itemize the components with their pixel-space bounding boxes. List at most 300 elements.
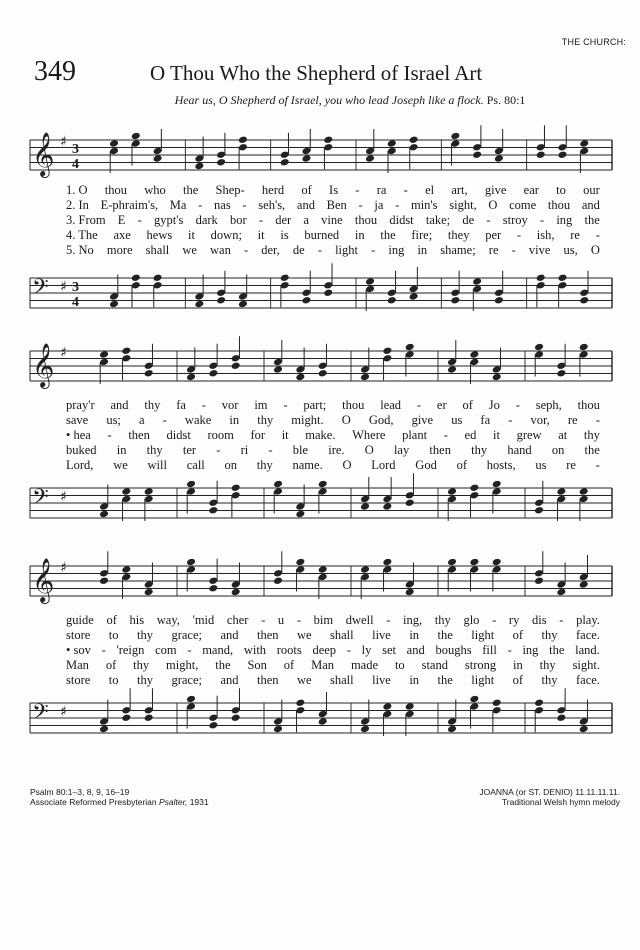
- lyric-syllable: we: [296, 673, 312, 687]
- lyric-syllable: -: [198, 198, 203, 212]
- lyric-syllable: thou: [577, 398, 600, 412]
- tune-name: JOANNA (or ST. DENIO) 11.11.11.11.: [479, 787, 620, 797]
- lyric-syllable: 2. In: [66, 198, 89, 212]
- lyric-syllable: O: [342, 458, 352, 472]
- lyric-syllable: dis: [531, 613, 547, 627]
- lyric-syllable: at: [558, 428, 568, 442]
- lyric-syllable: -: [539, 213, 545, 227]
- lyric-syllable: thou: [547, 198, 571, 212]
- lyric-syllable: -: [508, 413, 513, 427]
- lyric-syllable: with: [243, 643, 267, 657]
- lyric-syllable: to: [556, 183, 566, 197]
- note-head: [144, 713, 154, 722]
- lyric-syllable: Ben: [326, 198, 347, 212]
- lyric-syllable: might,: [166, 658, 199, 672]
- lyric-syllable: light: [471, 628, 495, 642]
- lyric-syllable: it: [492, 428, 500, 442]
- note-head: [360, 725, 370, 734]
- lyric-syllable: in: [229, 413, 240, 427]
- lyric-syllable: thy: [583, 428, 600, 442]
- time-signature-top: 3: [72, 280, 79, 295]
- lyric-syllable: ed: [464, 428, 477, 442]
- lyric-syllable: -: [371, 243, 376, 257]
- lyric-syllable: O: [590, 243, 600, 257]
- lyric-syllable: the: [437, 628, 453, 642]
- lyric-syllable: seh's,: [258, 198, 286, 212]
- lyric-syllable: Son: [247, 658, 267, 672]
- lyric-syllable: com: [155, 643, 177, 657]
- treble-clef-icon: 𝄞: [32, 132, 55, 176]
- lyric-syllable: re: [570, 228, 580, 242]
- note-head: [382, 558, 392, 567]
- lyric-syllable: wake: [184, 413, 212, 427]
- lyric-syllable: -: [595, 413, 600, 427]
- lyric-syllable: for: [250, 428, 266, 442]
- treble-clef-icon: 𝄞: [32, 558, 55, 602]
- lyric-syllable: thy: [256, 458, 273, 472]
- lyric-syllable: de: [462, 213, 475, 227]
- lyric-syllable: God,: [368, 413, 394, 427]
- lyric-syllable: thy: [136, 673, 153, 687]
- lyric-syllable: -: [395, 198, 400, 212]
- note-head: [447, 725, 457, 734]
- lyric-syllable: -: [507, 643, 512, 657]
- lyric-syllable: nas: [214, 198, 231, 212]
- source-scripture: Psalm 80:1–3, 8, 9, 16–19: [30, 787, 130, 797]
- time-signature-bottom: 4: [72, 157, 79, 172]
- lyric-syllable: ry: [508, 613, 520, 627]
- lyric-syllable: give: [411, 413, 434, 427]
- lyric-syllable: ly: [361, 643, 372, 657]
- sharp-icon: ♯: [60, 560, 67, 576]
- lyric-syllable: -: [201, 398, 206, 412]
- note-head: [579, 725, 589, 734]
- lyric-syllable: 'mid: [192, 613, 215, 627]
- lyric-syllable: play.: [576, 613, 600, 627]
- lyric-syllable: Lord,: [66, 458, 94, 472]
- lyric-syllable: a: [303, 213, 309, 227]
- lyric-syllable: thou: [342, 398, 365, 412]
- note-head: [121, 713, 131, 722]
- lyric-syllable: dwell: [345, 613, 374, 627]
- lyric-syllable: store: [66, 673, 91, 687]
- lyric-syllable: fa: [480, 413, 491, 427]
- lyric-syllable: Lord: [371, 458, 396, 472]
- note-head: [186, 558, 196, 567]
- lyric-syllable: of: [283, 658, 295, 672]
- lyric-syllable: thy: [541, 673, 558, 687]
- lyric-syllable: set: [382, 643, 396, 657]
- lyric-syllable: and: [220, 628, 239, 642]
- lyric-syllable: of: [105, 658, 117, 672]
- lyric-syllable: 1. O: [66, 183, 88, 197]
- lyric-syllable: in: [417, 243, 428, 257]
- lyric-syllable: they: [447, 228, 470, 242]
- lyric-syllable: thy: [257, 413, 274, 427]
- text-source: [30, 787, 209, 807]
- lyric-syllable: ing: [556, 213, 573, 227]
- lyric-line: [66, 628, 600, 643]
- lyric-syllable: the: [549, 643, 565, 657]
- lyric-syllable: seph,: [535, 398, 562, 412]
- lyric-syllable: -: [261, 613, 266, 627]
- lyric-syllable: fa: [176, 398, 186, 412]
- lyrics-system-3: [66, 613, 600, 688]
- lyric-syllable: -: [101, 643, 106, 657]
- lyric-syllable: u: [277, 613, 285, 627]
- lyric-syllable: thy: [471, 443, 488, 457]
- lyric-syllable: -: [243, 243, 249, 257]
- lyric-line: [66, 613, 600, 628]
- lyric-syllable: grace;: [171, 673, 202, 687]
- note-head: [295, 698, 305, 707]
- note-head: [492, 558, 502, 567]
- note-head: [360, 565, 370, 574]
- lyric-syllable: who: [144, 183, 166, 197]
- lyric-syllable: live: [372, 628, 391, 642]
- lyric-syllable: thy: [144, 398, 161, 412]
- lyric-syllable: boughs: [435, 643, 472, 657]
- lyric-syllable: cher: [226, 613, 249, 627]
- note-head: [231, 588, 241, 597]
- lyric-syllable: ish,: [536, 228, 555, 242]
- lyric-syllable: fire;: [411, 228, 433, 242]
- lyric-syllable: shame;: [440, 243, 476, 257]
- lyric-syllable: roots: [276, 643, 302, 657]
- lyric-syllable: -: [358, 198, 363, 212]
- lyric-syllable: per: [485, 228, 502, 242]
- lyric-syllable: strong: [464, 658, 497, 672]
- lyric-line: [66, 658, 600, 673]
- bass-clef-icon: 𝄢: [32, 275, 49, 305]
- lyric-syllable: thy: [146, 443, 163, 457]
- lyric-syllable: bim: [313, 613, 334, 627]
- lyric-syllable: ja: [374, 198, 384, 212]
- note-head: [121, 565, 131, 574]
- sharp-icon: ♯: [60, 489, 67, 505]
- lyric-syllable: live: [372, 673, 391, 687]
- sharp-icon: ♯: [60, 704, 67, 720]
- lyric-syllable: will: [147, 458, 167, 472]
- note-head: [186, 695, 196, 704]
- lyric-syllable: then: [429, 443, 451, 457]
- bass-clef-icon: 𝄢: [32, 485, 49, 515]
- lyric-syllable: O: [364, 443, 374, 457]
- lyric-syllable: vor,: [530, 413, 550, 427]
- lyric-syllable: didst: [389, 213, 414, 227]
- lyric-syllable: -: [268, 443, 273, 457]
- sharp-icon: ♯: [60, 279, 67, 295]
- lyric-syllable: in: [354, 228, 365, 242]
- lyric-syllable: ri: [240, 443, 249, 457]
- lyric-syllable: on: [224, 458, 238, 472]
- lyric-syllable: thou: [104, 183, 127, 197]
- sharp-icon: ♯: [60, 134, 67, 150]
- lyric-syllable: us: [451, 413, 463, 427]
- lyric-syllable: the: [215, 658, 231, 672]
- lyric-syllable: us;: [106, 413, 121, 427]
- lyric-syllable: axe: [113, 228, 131, 242]
- lyric-syllable: our: [583, 183, 600, 197]
- lyric-syllable: way,: [156, 613, 180, 627]
- lyric-syllable: min's: [410, 198, 438, 212]
- lyric-syllable: gypt's: [154, 213, 184, 227]
- lyric-syllable: burned: [304, 228, 340, 242]
- lyric-syllable: Man: [311, 658, 335, 672]
- tune-source: [479, 787, 620, 807]
- lyric-syllable: de: [292, 243, 305, 257]
- lyric-syllable: -: [296, 613, 301, 627]
- lyric-syllable: room: [207, 428, 234, 442]
- time-signature-top: 3: [72, 142, 79, 157]
- lyric-syllable: thy: [133, 658, 150, 672]
- lyric-syllable: -: [162, 413, 167, 427]
- note-head: [144, 588, 154, 597]
- lyric-syllable: der: [275, 213, 292, 227]
- hymn-title: O Thou Who the Shepherd of Israel Art: [150, 61, 483, 85]
- bass-clef-icon: 𝄢: [32, 700, 49, 730]
- lyric-syllable: the: [437, 673, 453, 687]
- lyric-syllable: we: [296, 628, 312, 642]
- lyric-syllable: Shep-: [215, 183, 245, 197]
- note-head: [273, 725, 283, 734]
- lyric-syllable: bor: [229, 213, 247, 227]
- lyric-syllable: -: [355, 183, 360, 197]
- lyric-syllable: -: [416, 398, 422, 412]
- lyric-syllable: save: [66, 413, 89, 427]
- lyric-syllable: ing: [388, 243, 405, 257]
- lyric-line: [66, 643, 600, 658]
- lyric-syllable: make.: [305, 428, 336, 442]
- lyric-syllable: light: [335, 243, 358, 257]
- lyric-syllable: part;: [303, 398, 327, 412]
- lyric-syllable: then: [256, 673, 279, 687]
- lyric-syllable: land.: [575, 643, 600, 657]
- lyric-syllable: -: [403, 183, 408, 197]
- lyric-syllable: E: [117, 213, 126, 227]
- lyric-syllable: mand,: [202, 643, 234, 657]
- time-signature-bottom: 4: [72, 295, 79, 310]
- lyric-syllable: and: [110, 398, 129, 412]
- lyric-syllable: ire.: [328, 443, 345, 457]
- lyric-syllable: hand: [507, 443, 532, 457]
- lyric-syllable: give: [484, 183, 507, 197]
- epigraph-reference: Ps. 80:1: [486, 93, 526, 107]
- lyric-syllable: stand: [421, 658, 448, 672]
- epigraph-text: Hear us, O Shepherd of Israel, you who lead Joseph like a flock.: [174, 93, 484, 107]
- lyric-syllable: in: [409, 628, 420, 642]
- lyric-syllable: we: [182, 243, 197, 257]
- note-head: [208, 584, 218, 593]
- lyric-syllable: guide: [66, 613, 94, 627]
- lyric-syllable: 5. No: [66, 243, 94, 257]
- lyric-syllable: to: [394, 658, 405, 672]
- treble-clef-icon: 𝄞: [32, 343, 55, 387]
- lyric-syllable: E-phraim's,: [100, 198, 159, 212]
- lyric-line: [66, 673, 600, 688]
- lyric-syllable: thou: [354, 213, 378, 227]
- lyric-syllable: ter: [182, 443, 197, 457]
- lyric-syllable: pray'r: [66, 398, 95, 412]
- note-head: [579, 580, 589, 589]
- lyric-syllable: -: [486, 213, 491, 227]
- lyric-syllable: the: [584, 213, 600, 227]
- lyric-syllable: thy: [434, 613, 451, 627]
- lyric-syllable: to: [108, 628, 119, 642]
- lyric-syllable: • hea: [66, 428, 91, 442]
- lyric-syllable: made: [350, 658, 379, 672]
- note-head: [556, 588, 566, 597]
- lyric-syllable: im: [254, 398, 268, 412]
- note-head: [295, 558, 305, 567]
- lyric-syllable: -: [595, 458, 600, 472]
- lyric-syllable: grew: [516, 428, 542, 442]
- note-head: [469, 695, 479, 704]
- lyric-syllable: of: [301, 183, 312, 197]
- lyric-syllable: -: [216, 443, 221, 457]
- lyric-syllable: of: [456, 458, 467, 472]
- lyric-syllable: Where: [352, 428, 386, 442]
- lyric-syllable: name.: [292, 458, 323, 472]
- note-head: [231, 713, 241, 722]
- lyric-syllable: take;: [425, 213, 451, 227]
- lyric-syllable: -: [511, 243, 516, 257]
- lyric-syllable: lead: [380, 398, 402, 412]
- note-head: [556, 713, 566, 722]
- lyric-syllable: of: [512, 673, 524, 687]
- lyric-syllable: grace;: [171, 628, 202, 642]
- lyric-syllable: of: [106, 613, 117, 627]
- lyric-syllable: thy: [136, 628, 153, 642]
- lyric-syllable: vor: [221, 398, 239, 412]
- lyric-syllable: deep: [312, 643, 337, 657]
- lyric-syllable: down;: [210, 228, 242, 242]
- lyric-syllable: come: [509, 198, 537, 212]
- lyric-syllable: shall: [330, 673, 354, 687]
- lyric-syllable: dark: [195, 213, 218, 227]
- lyric-syllable: shall: [145, 243, 170, 257]
- lyric-syllable: -: [258, 213, 264, 227]
- lyric-syllable: -: [283, 398, 288, 412]
- lyric-syllable: thy: [539, 658, 556, 672]
- lyric-syllable: face.: [576, 628, 600, 642]
- note-head: [492, 698, 502, 707]
- note-head: [469, 558, 479, 567]
- lyric-syllable: vive: [528, 243, 551, 257]
- lyric-syllable: a: [139, 413, 145, 427]
- lyric-syllable: re: [566, 458, 576, 472]
- lyric-syllable: ing: [522, 643, 539, 657]
- lyric-syllable: 'reign: [116, 643, 145, 657]
- note-head: [382, 702, 392, 711]
- lyric-syllable: plant: [402, 428, 428, 442]
- lyric-syllable: art,: [451, 183, 468, 197]
- lyric-syllable: glo: [463, 613, 480, 627]
- lyric-syllable: shall: [330, 628, 354, 642]
- note-head: [447, 558, 457, 567]
- lyric-syllable: re: [567, 413, 578, 427]
- lyric-syllable: thy: [541, 628, 558, 642]
- lyric-syllable: -: [595, 228, 600, 242]
- note-head: [534, 698, 544, 707]
- lyric-syllable: -: [346, 643, 351, 657]
- note-head: [99, 576, 109, 585]
- lyric-syllable: -: [515, 398, 520, 412]
- section-label: THE CHURCH:: [561, 37, 626, 47]
- lyric-syllable: el: [425, 183, 435, 197]
- lyric-syllable: call: [186, 458, 205, 472]
- note-head: [208, 721, 218, 730]
- lyric-syllable: to: [108, 673, 119, 687]
- lyric-syllable: wan: [210, 243, 231, 257]
- lyric-syllable: -: [187, 643, 192, 657]
- note-head: [318, 565, 328, 574]
- lyric-syllable: it: [281, 428, 289, 442]
- lyric-syllable: might.: [291, 413, 324, 427]
- lyric-syllable: more: [106, 243, 133, 257]
- lyric-syllable: it: [187, 228, 195, 242]
- lyric-syllable: Man: [66, 658, 89, 672]
- lyric-syllable: -: [242, 198, 247, 212]
- note-head: [534, 576, 544, 585]
- lyric-syllable: in: [513, 658, 523, 672]
- lyric-syllable: re: [488, 243, 499, 257]
- hymn-number: 349: [34, 56, 76, 87]
- lyric-syllable: vine: [321, 213, 343, 227]
- lyric-syllable: his: [129, 613, 145, 627]
- lyric-syllable: of: [512, 628, 524, 642]
- lyric-syllable: der,: [261, 243, 280, 257]
- lyric-syllable: fill: [482, 643, 497, 657]
- lyric-syllable: Jo: [488, 398, 500, 412]
- lyric-syllable: is: [280, 228, 289, 242]
- lyric-syllable: ear: [523, 183, 539, 197]
- tune-origin: Traditional Welsh hymn melody: [501, 797, 620, 807]
- lyric-syllable: Is: [329, 183, 339, 197]
- lyric-syllable: 3. From: [66, 213, 106, 227]
- lyric-syllable: us,: [563, 243, 578, 257]
- lyric-syllable: it: [257, 228, 265, 242]
- lyric-syllable: -: [516, 228, 522, 242]
- lyric-syllable: 4. The: [66, 228, 98, 242]
- lyric-syllable: in: [409, 673, 420, 687]
- lyric-syllable: God: [415, 458, 437, 472]
- sharp-icon: ♯: [60, 345, 67, 361]
- lyric-syllable: stroy: [502, 213, 528, 227]
- lyric-syllable: sight,: [449, 198, 477, 212]
- lyric-syllable: -: [443, 428, 448, 442]
- lyric-syllable: O: [341, 413, 351, 427]
- lyric-syllable: us: [535, 458, 547, 472]
- note-head: [318, 717, 328, 726]
- note-head: [405, 702, 415, 711]
- source-psalter: Associate Reformed Presbyterian Psalter, 1931: [30, 797, 209, 807]
- lyric-syllable: Ma: [169, 198, 187, 212]
- lyric-syllable: buked: [66, 443, 97, 457]
- lyric-syllable: store: [66, 628, 91, 642]
- lyric-syllable: we: [113, 458, 128, 472]
- lyric-syllable: lay: [393, 443, 410, 457]
- lyric-syllable: the: [380, 228, 396, 242]
- lyric-syllable: ra: [376, 183, 387, 197]
- lyric-syllable: light: [471, 673, 495, 687]
- lyric-syllable: -: [137, 213, 142, 227]
- lyric-syllable: the: [584, 443, 600, 457]
- lyric-syllable: -: [107, 428, 112, 442]
- note-head: [273, 576, 283, 585]
- lyric-syllable: then: [128, 428, 150, 442]
- lyric-syllable: and: [581, 198, 600, 212]
